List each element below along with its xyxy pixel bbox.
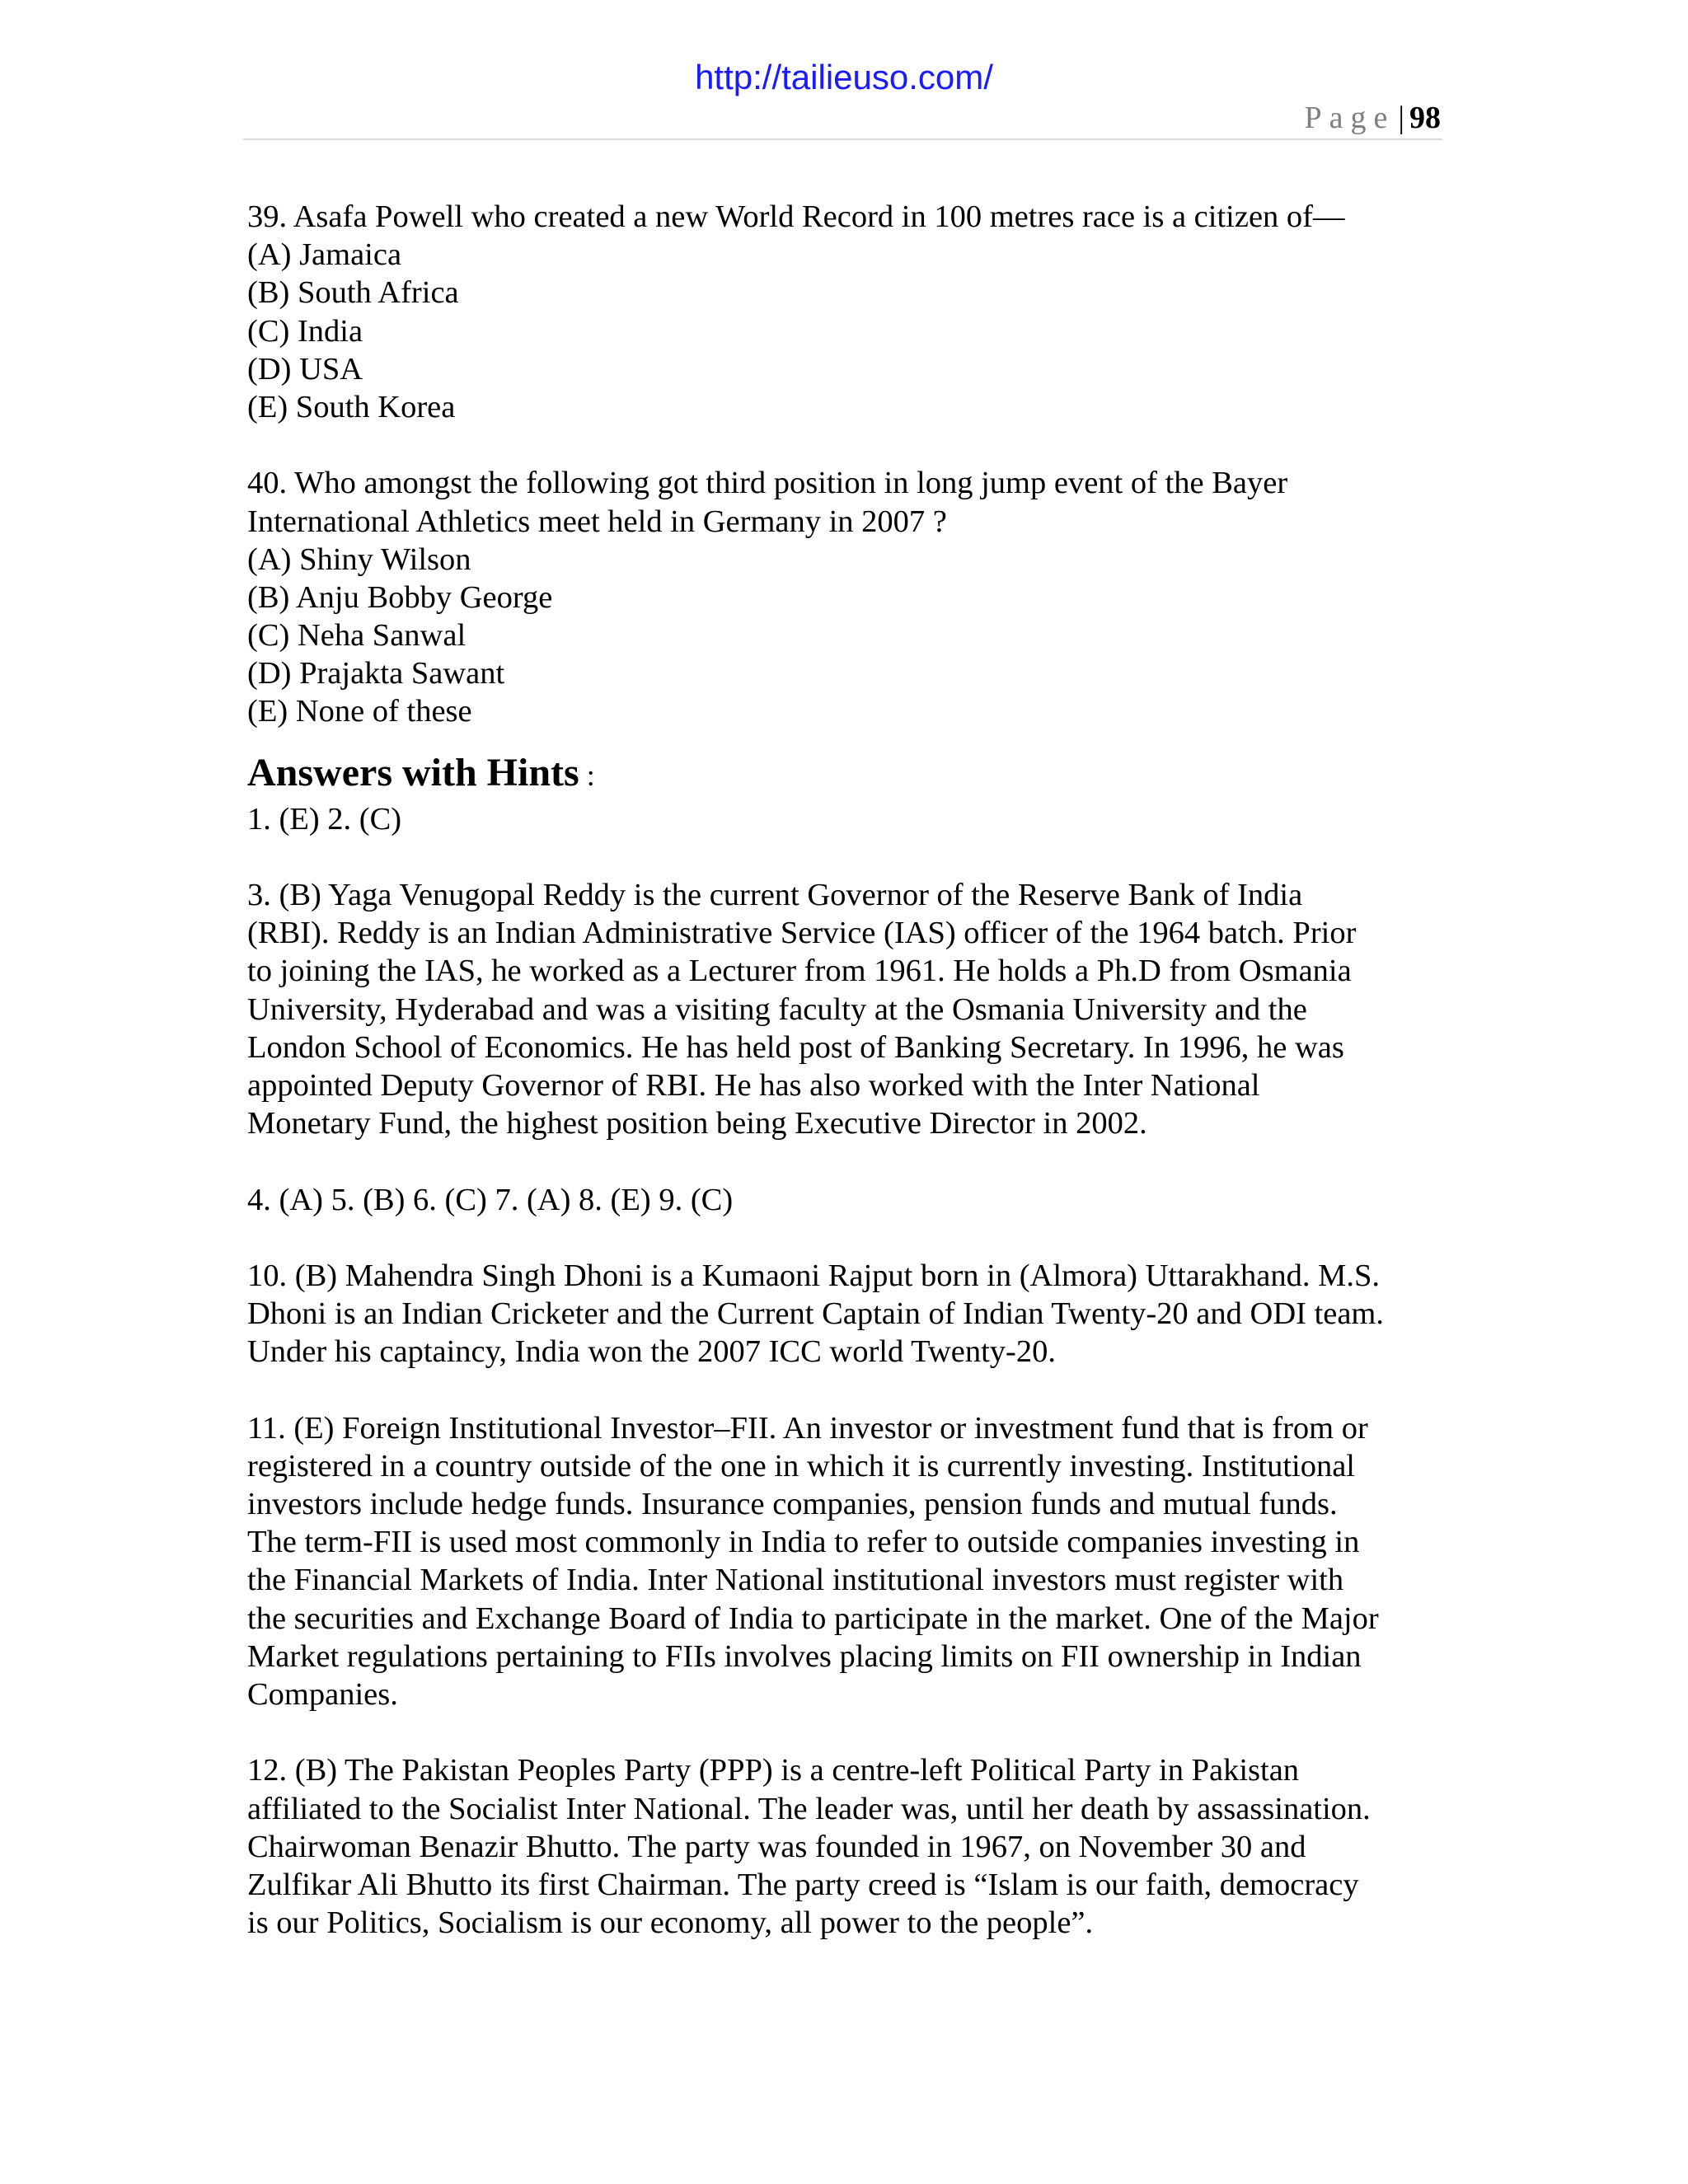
question-text: 40. Who amongst the following got third position in long jump event of the Bayer (247, 466, 1288, 501)
answer-option: (A) Shiny Wilson (247, 541, 471, 577)
document-body (247, 198, 1451, 1942)
page-number-header (1305, 99, 1441, 137)
answer-line: 10. (B) Mahendra Singh Dhoni is a Kumaoni Rajput born in (Almora) Uttarakhand. M.S. (247, 1258, 1381, 1293)
page-number: 98 (1409, 101, 1441, 135)
question-39 (247, 198, 1451, 426)
answers-heading (247, 746, 1451, 800)
answer-line: London School of Economics. He has held post of Banking Secretary. In 1996, he was (247, 1029, 1344, 1065)
page-label: Page (1304, 101, 1395, 135)
answer-option: (D) USA (247, 351, 363, 387)
answer-line: 4. (A) 5. (B) 6. (C) 7. (A) 8. (E) 9. (C) (247, 1182, 734, 1217)
answer-line: the Financial Markets of India. Inter National institutional investors must register with (247, 1563, 1344, 1598)
site-url-link[interactable]: http://tailieuso.com/ (695, 58, 993, 96)
answer-paragraph (247, 1409, 1451, 1714)
answer-line: 12. (B) The Pakistan Peoples Party (PPP) is a centre-left Political Party in Pakistan (247, 1753, 1300, 1788)
page-separator: | (1398, 101, 1404, 135)
answer-line: affiliated to the Socialist Inter National. The leader was, until her death by assassination. (247, 1791, 1371, 1826)
answer-line: The term-FII is used most commonly in India to refer to outside companies investing in (247, 1525, 1360, 1560)
answer-paragraph (247, 800, 1451, 838)
answer-line: 1. (E) 2. (C) (247, 801, 402, 837)
answer-option: (A) Jamaica (247, 237, 402, 273)
answer-line: investors include hedge funds. Insurance companies, pension funds and mutual funds. (247, 1487, 1338, 1521)
answer-paragraph (247, 876, 1451, 1142)
answer-line: to joining the IAS, he worked as a Lecturer from 1961. He holds a Ph.D from Osmania (247, 954, 1352, 989)
answer-line: registered in a country outside of the one in which it is currently investing. Institutional (247, 1448, 1356, 1483)
answer-line: Dhoni is an Indian Cricketer and the Current Captain of Indian Twenty-20 and ODI team. (247, 1296, 1385, 1332)
answer-option: (E) South Korea (247, 389, 456, 424)
answers-heading-text: Answers with Hints (247, 750, 579, 794)
answer-option: (D) Prajakta Sawant (247, 656, 505, 691)
answer-option: (C) Neha Sanwal (247, 618, 467, 654)
answer-line: Companies. (247, 1676, 398, 1712)
answer-line: Market regulations pertaining to FIIs involves placing limits on FII ownership in Indian (247, 1638, 1362, 1674)
answer-paragraph (247, 1257, 1451, 1371)
answer-line: (RBI). Reddy is an Indian Administrative Service (IAS) officer of the 1964 batch. Prior (247, 916, 1357, 951)
answer-line: University, Hyderabad and was a visiting faculty at the Osmania University and the (247, 991, 1307, 1027)
question-text: 39. Asafa Powell who created a new World Record in 100 metres race is a citizen of— (247, 199, 1345, 234)
answer-option: (C) India (247, 313, 363, 349)
answer-paragraph (247, 1751, 1451, 1942)
answer-option: (B) South Africa (247, 275, 459, 311)
answer-line: 3. (B) Yaga Venugopal Reddy is the current Governor of the Reserve Bank of India (247, 878, 1303, 912)
question-text: International Athletics meet held in Germany in 2007 ? (247, 504, 947, 539)
answer-paragraph (247, 1181, 1451, 1219)
answer-line: Chairwoman Benazir Bhutto. The party was founded in 1967, on November 30 and (247, 1829, 1306, 1864)
answer-line: 11. (E) Foreign Institutional Investor–FII. An investor or investment fund that is from or (247, 1410, 1368, 1446)
answers-heading-colon: : (586, 758, 595, 792)
answer-line: the securities and Exchange Board of India to participate in the market. One of the Major (247, 1601, 1379, 1636)
answer-option: (E) None of these (247, 694, 472, 729)
answer-line: Under his captaincy, India won the 2007 ICC world Twenty-20. (247, 1334, 1056, 1370)
header-divider (243, 138, 1442, 140)
question-40 (247, 464, 1451, 730)
answer-line: Monetary Fund, the highest position being Executive Director in 2002. (247, 1106, 1147, 1141)
answer-option: (B) Anju Bobby George (247, 579, 553, 615)
answer-line: Zulfikar Ali Bhutto its first Chairman. The party creed is “Islam is our faith, democracy (247, 1867, 1359, 1902)
answer-line: appointed Deputy Governor of RBI. He has also worked with the Inter National (247, 1067, 1260, 1103)
answer-line: is our Politics, Socialism is our economy, all power to the people”. (247, 1905, 1094, 1941)
